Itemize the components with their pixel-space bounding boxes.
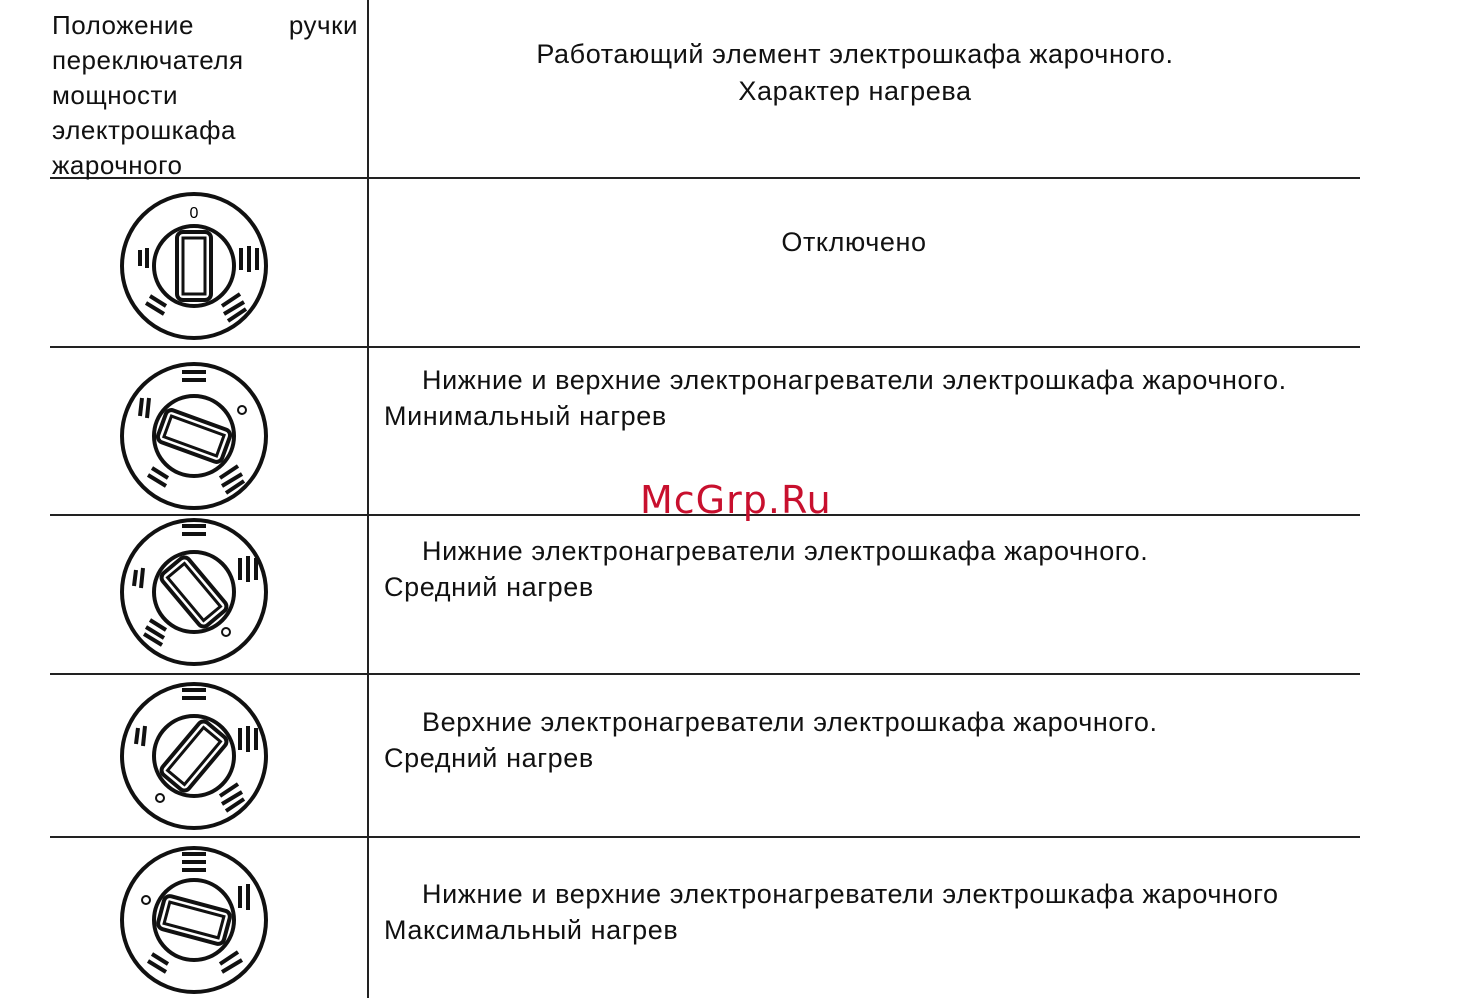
row-min-line-2: Минимальный нагрев [384, 401, 667, 431]
knob-upper-icon [116, 678, 272, 834]
row-lower-line-1: Нижние электронагреватели электрошкафа жарочного. [422, 536, 1149, 566]
row-divider [50, 346, 1360, 348]
header-heating-element [380, 36, 1330, 110]
row-max-line-1: Нижние и верхние электронагреватели электрошкафа жарочного [422, 879, 1279, 909]
knob-lower-icon [116, 514, 272, 670]
row-upper-line-1: Верхние электронагреватели электрошкафа жарочного. [422, 707, 1158, 737]
knob-min-icon [116, 358, 272, 514]
column-divider [367, 0, 369, 998]
header-line-1: Работающий элемент электрошкафа жарочного. [536, 39, 1174, 69]
row-min-line-1: Нижние и верхние электронагреватели электрошкафа жарочного. [422, 365, 1287, 395]
row-min-description [384, 362, 1324, 434]
header-knob-position: Положение ручки переключателя мощности электрошкафа жарочного [52, 10, 358, 180]
knob-max-icon [116, 842, 272, 998]
row-off-text: Отключено [781, 227, 927, 257]
row-max-line-2: Максимальный нагрев [384, 915, 679, 945]
row-off-description [384, 224, 1324, 260]
row-upper-description [384, 704, 1324, 776]
row-lower-description [384, 533, 1324, 605]
row-max-description [384, 876, 1324, 948]
watermark: McGrp.Ru [640, 478, 832, 522]
knob-zero-label: 0 [189, 205, 199, 222]
knob-off-icon [116, 188, 272, 344]
header-line-2: Характер нагрева [738, 76, 972, 106]
row-lower-line-2: Средний нагрев [384, 572, 594, 602]
row-divider [50, 836, 1360, 838]
row-divider [50, 673, 1360, 675]
row-upper-line-2: Средний нагрев [384, 743, 594, 773]
